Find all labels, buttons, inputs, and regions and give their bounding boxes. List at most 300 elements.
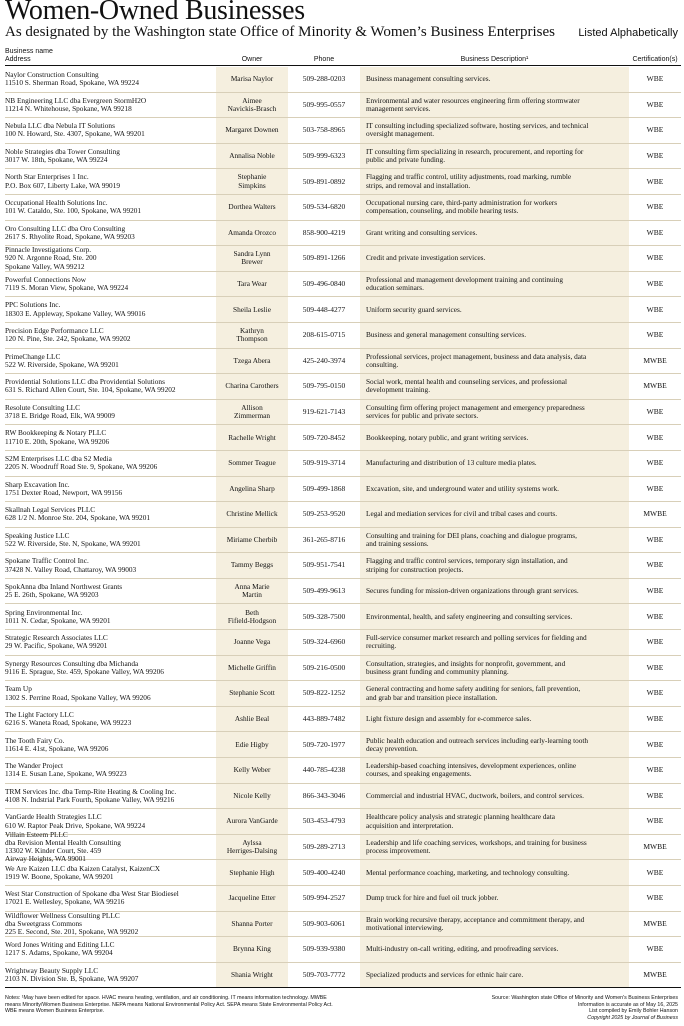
phone-number: 509-999-6323: [302, 150, 346, 160]
certification-cell: [629, 912, 681, 937]
description-cell: [360, 681, 629, 706]
owner-cell: [216, 169, 288, 194]
certification-cell: [629, 374, 681, 399]
owner-cell: [216, 93, 288, 118]
business-cell: [5, 323, 216, 348]
business-address: 29 W. Pacific, Spokane, WA 99201: [5, 641, 108, 651]
phone-number: 509-534-6820: [302, 202, 346, 212]
business-description: Uniform security guard services.: [366, 304, 462, 314]
business-name: Oro Consulting LLC dba Oro Consulting: [5, 223, 126, 233]
phone-cell: [288, 144, 360, 169]
business-description: Light fixture design and assembly for e-commerce sales.: [366, 714, 532, 724]
phone-number: 443-889-7482: [302, 714, 346, 724]
table-row: [5, 963, 681, 989]
business-description: IT consulting including specialized software, hosting services, and technical oversight management.: [366, 121, 589, 139]
certification: WBE: [646, 944, 664, 954]
phone-number: 509-499-1868: [302, 483, 346, 493]
description-cell: [360, 400, 629, 425]
business-name: Naylor Construction Consulting: [5, 70, 99, 80]
business-cell: [5, 860, 216, 885]
business-name: Spokane Traffic Control Inc.: [5, 556, 89, 566]
description-cell: [360, 374, 629, 399]
phone-number: 509-328-7500: [302, 611, 346, 621]
owner-name: Aylssa Herriges-Dalsing: [226, 837, 278, 856]
business-cell: [5, 118, 216, 143]
certification: WBE: [646, 176, 664, 186]
column-header-phone: Phone: [313, 56, 335, 63]
phone-cell: [288, 297, 360, 322]
business-address: 2103 N. Division Ste. B, Spokane, WA 99207: [5, 974, 139, 984]
business-name: TRM Services Inc. dba Temp-Rite Heating & Cooling Inc.: [5, 786, 177, 796]
business-cell: [5, 553, 216, 578]
business-address: 3017 W. 18th, Spokane, WA 99224: [5, 155, 108, 165]
table-row: [5, 477, 681, 503]
business-address: 17021 E. Wellesley, Spokane, WA 99216: [5, 897, 125, 907]
owner-name: Amanda Orozco: [227, 227, 277, 237]
certification-cell: [629, 656, 681, 681]
description-cell: [360, 809, 629, 834]
certification: WBE: [646, 790, 664, 800]
business-cell: [5, 707, 216, 732]
certification-cell: [629, 784, 681, 809]
description-cell: [360, 835, 629, 860]
business-address: 11710 E. 20th, Spokane, WA 99206: [5, 436, 110, 446]
certification: MWBE: [643, 842, 667, 851]
owner-name: Aurora VanGarde: [226, 816, 278, 826]
owner-name: Tara Wear: [237, 278, 267, 288]
description-cell: [360, 323, 629, 348]
certification-cell: [629, 732, 681, 757]
business-address: P.O. Box 607, Liberty Lake, WA 99019: [5, 180, 120, 190]
business-description: Commercial and industrial HVAC, ductwork, boilers, and control services.: [366, 790, 584, 800]
phone-number: 509-400-4240: [302, 867, 346, 877]
phone-number: 866-343-3046: [302, 790, 346, 800]
business-cell: [5, 579, 216, 604]
phone-number: 503-453-4793: [302, 816, 346, 826]
description-cell: [360, 195, 629, 220]
column-header-business-name: Business name: [5, 48, 53, 55]
business-address: 100 N. Howard, Ste. 4307, Spokane, WA 99201: [5, 129, 145, 139]
phone-cell: [288, 272, 360, 297]
business-cell: [5, 604, 216, 629]
description-cell: [360, 656, 629, 681]
owner-name: Stephanie Simpkins: [237, 172, 267, 190]
phone-number: 509-253-9520: [302, 509, 346, 519]
phone-cell: [288, 195, 360, 220]
phone-number: 509-903-6061: [302, 918, 346, 928]
owner-name: Stephanie Scott: [229, 688, 275, 698]
business-description: Flagging and traffic control services, temporary sign installation, and striping for construction projects.: [366, 556, 568, 574]
certification-cell: [629, 604, 681, 629]
certification: WBE: [646, 458, 664, 468]
owner-cell: [216, 374, 288, 399]
phone-number: 509-822-1252: [302, 688, 346, 698]
table-row: [5, 195, 681, 221]
business-address: 522 W. Riverside, Spokane, WA 99201: [5, 359, 119, 369]
business-address: 4108 N. Indstrial Park Fourth, Spokane Valley, WA 99216: [5, 794, 175, 804]
business-address: 11614 E. 41st, Spokane, WA 99206: [5, 743, 109, 753]
phone-number: 509-288-0203: [302, 74, 346, 84]
business-cell: [5, 221, 216, 246]
business-address: 631 S. Richard Allen Court, Ste. 104, Spokane, WA 99202: [5, 385, 176, 395]
table-row: [5, 502, 681, 528]
business-address: 1011 N. Cedar, Spokane, WA 99201: [5, 615, 111, 625]
certification: WBE: [646, 304, 664, 314]
business-address: 7119 S. Moran View, Spokane, WA 99224: [5, 283, 129, 293]
business-name: RW Bookkeeping & Notary PLLC: [5, 428, 107, 438]
accuracy-line: Information is accurate as of May 16, 2025: [577, 1001, 678, 1008]
owner-name: Sheila Leslie: [233, 304, 271, 314]
business-name: North Star Enterprises 1 Inc.: [5, 172, 89, 182]
owner-name: Joanne Vega: [233, 637, 271, 647]
description-cell: [360, 451, 629, 476]
business-description: Specialized products and services for ethnic hair care.: [366, 969, 524, 979]
business-table: [5, 67, 681, 988]
owner-name: Beth Fifield-Hodgson: [227, 607, 277, 625]
column-header-address: Address: [5, 56, 31, 63]
owner-name: Dorthea Walters: [228, 202, 276, 212]
certification-cell: [629, 579, 681, 604]
owner-cell: [216, 502, 288, 527]
description-cell: [360, 963, 629, 988]
table-row: [5, 272, 681, 298]
business-description: Environmental and water resources engineering firm offering stormwater management services.: [366, 95, 580, 113]
business-cell: [5, 963, 216, 988]
certification-cell: [629, 169, 681, 194]
phone-number: 858-900-4219: [302, 227, 346, 237]
description-cell: [360, 221, 629, 246]
business-address: 6216 S. Waneta Road, Spokane, WA 99223: [5, 718, 132, 728]
business-description: Mental performance coaching, marketing, and technology consulting.: [366, 867, 570, 877]
owner-cell: [216, 400, 288, 425]
owner-cell: [216, 323, 288, 348]
certification-cell: [629, 118, 681, 143]
business-description: General contracting and home safety auditing for seniors, fall prevention, and grab bar and transition piece installation.: [366, 684, 581, 702]
business-description: Business management consulting services.: [366, 74, 491, 84]
phone-cell: [288, 451, 360, 476]
phone-cell: [288, 937, 360, 962]
owner-cell: [216, 195, 288, 220]
certification-cell: [629, 809, 681, 834]
certification: WBE: [646, 611, 664, 621]
column-header-owner: Owner: [241, 56, 263, 63]
phone-cell: [288, 93, 360, 118]
certification-cell: [629, 630, 681, 655]
phone-cell: [288, 732, 360, 757]
business-cell: [5, 451, 216, 476]
owner-cell: [216, 937, 288, 962]
description-cell: [360, 579, 629, 604]
phone-cell: [288, 579, 360, 604]
table-row: [5, 829, 681, 864]
phone-number: 440-785-4238: [302, 765, 346, 775]
certification: MWBE: [643, 355, 667, 365]
certification-cell: [629, 963, 681, 988]
business-name: Noble Strategies dba Tower Consulting: [5, 146, 120, 156]
description-cell: [360, 118, 629, 143]
business-address: 1217 S. Adams, Spokane, WA 99204: [5, 948, 113, 958]
business-cell: [5, 195, 216, 220]
table-row: [5, 912, 681, 938]
owner-name: Anna Marie Martin: [234, 581, 270, 600]
table-row: [5, 425, 681, 451]
business-name: Providential Solutions LLC dba Providential Solutions: [5, 377, 165, 387]
certification-cell: [629, 297, 681, 322]
owner-name: Margaret Downen: [225, 125, 279, 135]
description-cell: [360, 758, 629, 783]
description-cell: [360, 707, 629, 732]
phone-number: 509-994-2527: [302, 893, 346, 903]
business-name: NB Engineering LLC dba Evergreen StormH2O: [5, 95, 147, 105]
certification-cell: [629, 246, 681, 271]
phone-cell: [288, 630, 360, 655]
column-header-certifications: Certification(s): [632, 56, 678, 63]
owner-cell: [216, 349, 288, 374]
certification: WBE: [646, 765, 664, 775]
certification: WBE: [646, 483, 664, 493]
business-name: Strategic Research Associates LLC: [5, 633, 108, 643]
copyright-line: Copyright 2025 by Journal of Business: [587, 1014, 678, 1021]
owner-cell: [216, 732, 288, 757]
listed-alphabetically-label: Listed Alphabetically: [578, 27, 678, 39]
table-row: [5, 297, 681, 323]
owner-cell: [216, 118, 288, 143]
business-cell: [5, 912, 216, 937]
table-row: [5, 118, 681, 144]
phone-number: 509-951-7541: [302, 560, 346, 570]
table-row: [5, 886, 681, 912]
business-name: Skallnah Legal Services PLLC: [5, 505, 96, 515]
business-cell: [5, 93, 216, 118]
business-cell: [5, 784, 216, 809]
business-description: Leadership-based coaching intensives, development experiences, online courses, and speaking engagements.: [366, 761, 577, 779]
phone-number: 425-240-3974: [302, 355, 346, 365]
compiled-by-line: List compiled by Emily Bohler Hanson: [589, 1008, 678, 1014]
business-description: Consulting and training for DEI plans, coaching and dialogue programs, and training sessions.: [366, 530, 577, 548]
certification-cell: [629, 860, 681, 885]
certification: WBE: [646, 99, 664, 109]
phone-cell: [288, 886, 360, 911]
table-row: [5, 349, 681, 375]
business-description: Public health education and outreach services including early-learning tooth decay prevention.: [366, 735, 589, 753]
business-address: 13302 W. Kinder Court, Ste. 459 Airway Heights, WA 99001: [5, 846, 102, 864]
phone-cell: [288, 809, 360, 834]
certification: WBE: [646, 74, 664, 84]
table-row: [5, 451, 681, 477]
business-description: Healthcare policy analysis and strategic planning healthcare data acquisition and interpretation.: [366, 812, 556, 830]
business-name: Spring Environmental Inc.: [5, 607, 83, 617]
table-row: [5, 528, 681, 554]
business-address: 9116 E. Sprague, Ste. 459, Spokane Valley, WA 99206: [5, 666, 164, 676]
certification: WBE: [646, 586, 664, 596]
business-description: Excavation, site, and underground water and utility systems work.: [366, 483, 559, 493]
phone-cell: [288, 681, 360, 706]
certification: WBE: [646, 662, 664, 672]
description-cell: [360, 860, 629, 885]
business-name: Pinnacle Investigations Corp.: [5, 245, 92, 255]
business-cell: [5, 886, 216, 911]
owner-cell: [216, 246, 288, 271]
description-cell: [360, 784, 629, 809]
business-name: Synergy Resources Consulting dba Michanda: [5, 658, 139, 668]
business-address: 522 W. Riverside, Ste. N, Spokane, WA 99201: [5, 538, 141, 548]
business-address: 11510 S. Sherman Road, Spokane, WA 99224: [5, 78, 139, 88]
certification-cell: [629, 553, 681, 578]
business-cell: [5, 732, 216, 757]
business-name: PPC Solutions Inc.: [5, 300, 61, 310]
column-header-business: [5, 48, 125, 64]
footer-source: [418, 995, 678, 1021]
description-cell: [360, 604, 629, 629]
owner-cell: [216, 860, 288, 885]
phone-cell: [288, 349, 360, 374]
business-address: 3718 E. Bridge Road, Elk, WA 99009: [5, 411, 115, 421]
business-name: The Tooth Fairy Co.: [5, 735, 65, 745]
description-cell: [360, 67, 629, 92]
business-name: Wildflower Wellness Consulting PLLC dba Sweetgrass Commons: [5, 910, 120, 928]
phone-cell: [288, 67, 360, 92]
business-name: Nebula LLC dba Nebula IT Solutions: [5, 121, 115, 131]
business-cell: [5, 374, 216, 399]
certification: WBE: [646, 867, 664, 877]
owner-cell: [216, 681, 288, 706]
phone-number: 503-758-8965: [302, 125, 346, 135]
business-name: Villain Esteem PLLC dba Revision Mental Health Consulting: [5, 829, 121, 847]
owner-name: Michelle Griffin: [228, 662, 276, 672]
phone-number: 509-939-9380: [302, 944, 346, 954]
owner-cell: [216, 297, 288, 322]
description-cell: [360, 477, 629, 502]
certification-cell: [629, 425, 681, 450]
phone-number: 509-496-0840: [302, 278, 346, 288]
phone-cell: [288, 400, 360, 425]
description-cell: [360, 886, 629, 911]
page-subtitle: As designated by the Washington state Office of Minority & Women’s Business Enterprises: [5, 24, 556, 40]
phone-cell: [288, 553, 360, 578]
table-row: [5, 221, 681, 247]
table-row: [5, 553, 681, 579]
business-address: 37428 N. Valley Road, Chattaroy, WA 99003: [5, 564, 137, 574]
certification: WBE: [646, 406, 664, 416]
phone-cell: [288, 323, 360, 348]
owner-cell: [216, 451, 288, 476]
business-cell: [5, 246, 216, 271]
phone-cell: [288, 860, 360, 885]
phone-number: 509-795-0150: [302, 381, 346, 391]
certification-cell: [629, 67, 681, 92]
certification-cell: [629, 221, 681, 246]
phone-number: 509-720-1977: [302, 739, 346, 749]
owner-cell: [216, 604, 288, 629]
certification-cell: [629, 349, 681, 374]
phone-cell: [288, 758, 360, 783]
business-name: Precision Edge Performance LLC: [5, 326, 104, 336]
owner-name: Aimee Navickis-Brasch: [227, 95, 277, 113]
owner-cell: [216, 477, 288, 502]
owner-cell: [216, 630, 288, 655]
phone-number: 509-891-1266: [302, 253, 346, 263]
description-cell: [360, 272, 629, 297]
phone-cell: [288, 221, 360, 246]
certification: WBE: [646, 637, 664, 647]
description-cell: [360, 630, 629, 655]
business-description: Bookkeeping, notary public, and grant writing services.: [366, 432, 529, 442]
business-name: PrimeChange LLC: [5, 351, 61, 361]
certification: WBE: [646, 893, 664, 903]
certification: WBE: [646, 432, 664, 442]
owner-name: Stephanie High: [229, 867, 275, 877]
business-description: Environmental, health, and safety engineering and consulting services.: [366, 611, 573, 621]
table-row: [5, 604, 681, 630]
owner-cell: [216, 886, 288, 911]
business-name: S2M Enterprises LLC dba S2 Media: [5, 454, 112, 463]
phone-number: 509-289-2713: [302, 842, 346, 851]
description-cell: [360, 502, 629, 527]
description-cell: [360, 528, 629, 553]
business-cell: [5, 297, 216, 322]
business-description: Brain working recursive therapy, acceptance and commitment therapy, and motivational interviewing.: [366, 914, 585, 932]
business-description: Consultation, strategies, and insights for nonprofit, government, and business grant funding and community planning.: [366, 658, 566, 676]
business-address: 18303 E. Appleway, Spokane Valley, WA 99016: [5, 308, 146, 318]
phone-number: 509-720-8452: [302, 432, 346, 442]
table-row: [5, 758, 681, 784]
business-description: Consulting firm offering project management and emergency preparedness services for public and private sectors.: [366, 402, 585, 421]
business-cell: [5, 477, 216, 502]
owner-name: Marisa Naylor: [230, 74, 274, 84]
owner-name: Tammy Beggs: [230, 560, 274, 570]
certification-cell: [629, 502, 681, 527]
phone-cell: [288, 604, 360, 629]
phone-number: 509-919-3714: [302, 458, 346, 468]
business-name: Occupational Health Solutions Inc.: [5, 198, 108, 208]
business-description: Dump truck for hire and fuel oil truck jobber.: [366, 893, 499, 903]
phone-number: 919-621-7143: [302, 406, 346, 416]
owner-cell: [216, 835, 288, 860]
phone-cell: [288, 707, 360, 732]
certification: WBE: [646, 534, 664, 544]
owner-cell: [216, 912, 288, 937]
business-address: 1302 S. Perrine Road, Spokane Valley, WA 99206: [5, 692, 151, 702]
certification: MWBE: [643, 509, 667, 519]
owner-cell: [216, 272, 288, 297]
phone-cell: [288, 835, 360, 860]
table-row: [5, 246, 681, 272]
business-description: Credit and private investigation services.: [366, 253, 486, 263]
certification-cell: [629, 528, 681, 553]
certification-cell: [629, 144, 681, 169]
owner-name: Jacqueline Etter: [228, 893, 276, 903]
business-description: Occupational nursing care, third-party administration for workers compensation, counseling, and mobile hearing tests.: [366, 198, 558, 216]
table-row: [5, 784, 681, 810]
owner-cell: [216, 221, 288, 246]
phone-number: 208-615-0715: [302, 330, 346, 340]
business-cell: [5, 349, 216, 374]
business-address: 610 W. Raptor Peak Drive, Spokane, WA 99224: [5, 820, 146, 830]
certification-cell: [629, 835, 681, 860]
owner-name: Sandra Lynn Brewer: [233, 249, 271, 267]
description-cell: [360, 912, 629, 937]
certification: WBE: [646, 227, 664, 237]
certification-cell: [629, 93, 681, 118]
footer-notes: Notes: ¹May have been edited for space. HVAC means heating, ventilation, and air conditioning. IT means information technology. MWBE means Minority/Women Business Enterprise. NEPA means National Environmental Policy Act. SEPA means State Environmental Policy Act. WBE means Women Business Enterprise.: [5, 995, 333, 1014]
description-cell: [360, 169, 629, 194]
business-address: 120 N. Pine, Ste. 242, Spokane, WA 99202: [5, 334, 131, 344]
phone-cell: [288, 374, 360, 399]
certification-cell: [629, 886, 681, 911]
business-cell: [5, 681, 216, 706]
business-name: SpokAnna dba Inland Northwest Grants: [5, 581, 123, 591]
business-cell: [5, 502, 216, 527]
